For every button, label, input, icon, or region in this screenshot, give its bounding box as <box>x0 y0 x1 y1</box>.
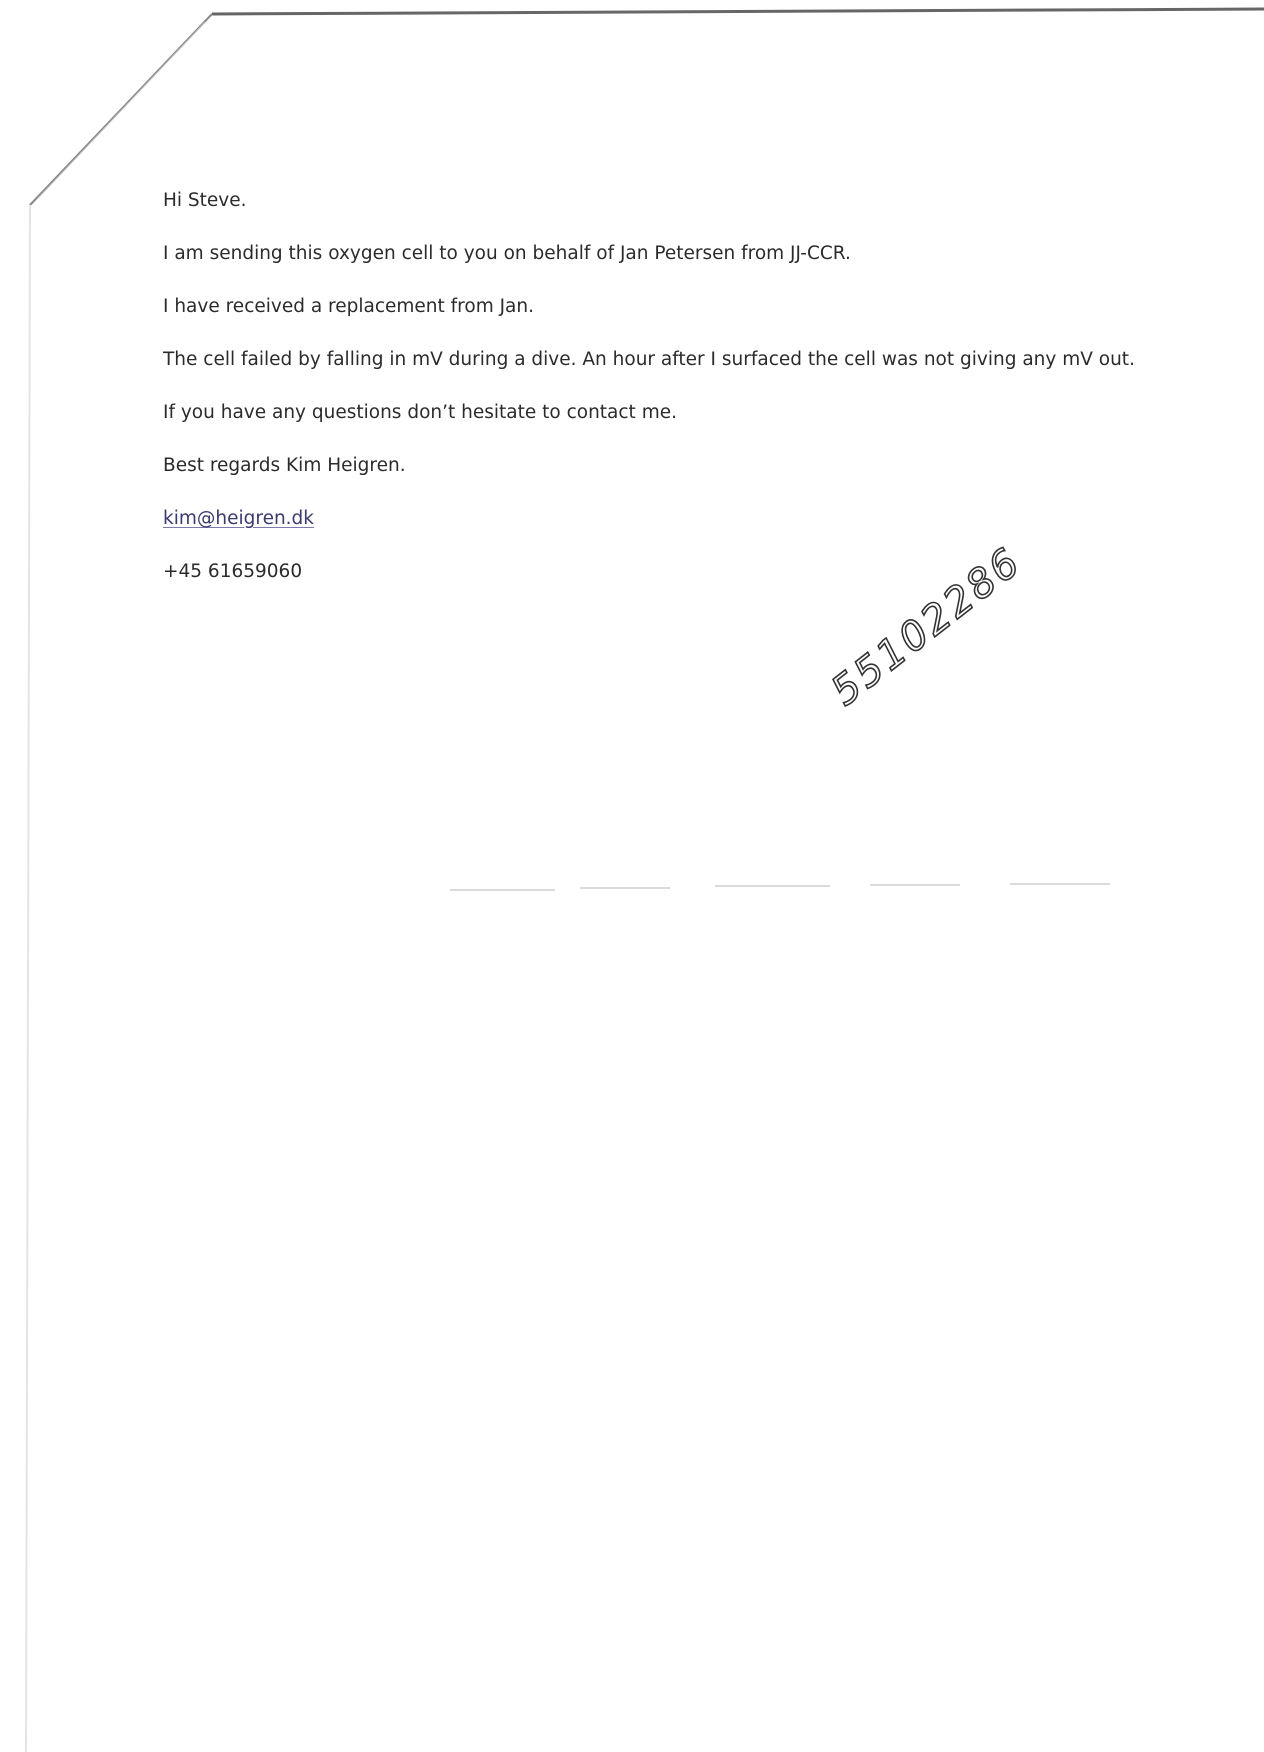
paragraph-failure-description: The cell failed by falling in mV during a dive. An hour after I surfaced the cell was not giving any mV out. <box>163 349 1135 370</box>
paragraph-replacement: I have received a replacement from Jan. <box>163 296 535 317</box>
greeting: Hi Steve. <box>163 190 247 211</box>
handwritten-number-text: 55102286 <box>822 538 1031 715</box>
paragraph-sending-cell: I am sending this oxygen cell to you on behalf of Jan Petersen from JJ-CCR. <box>163 243 851 264</box>
paragraph-contact: If you have any questions don’t hesitate to contact me. <box>163 402 677 423</box>
signoff: Best regards Kim Heigren. <box>163 455 406 476</box>
phone-number: +45 61659060 <box>163 561 303 582</box>
email-link[interactable]: kim@heigren.dk <box>163 508 315 529</box>
